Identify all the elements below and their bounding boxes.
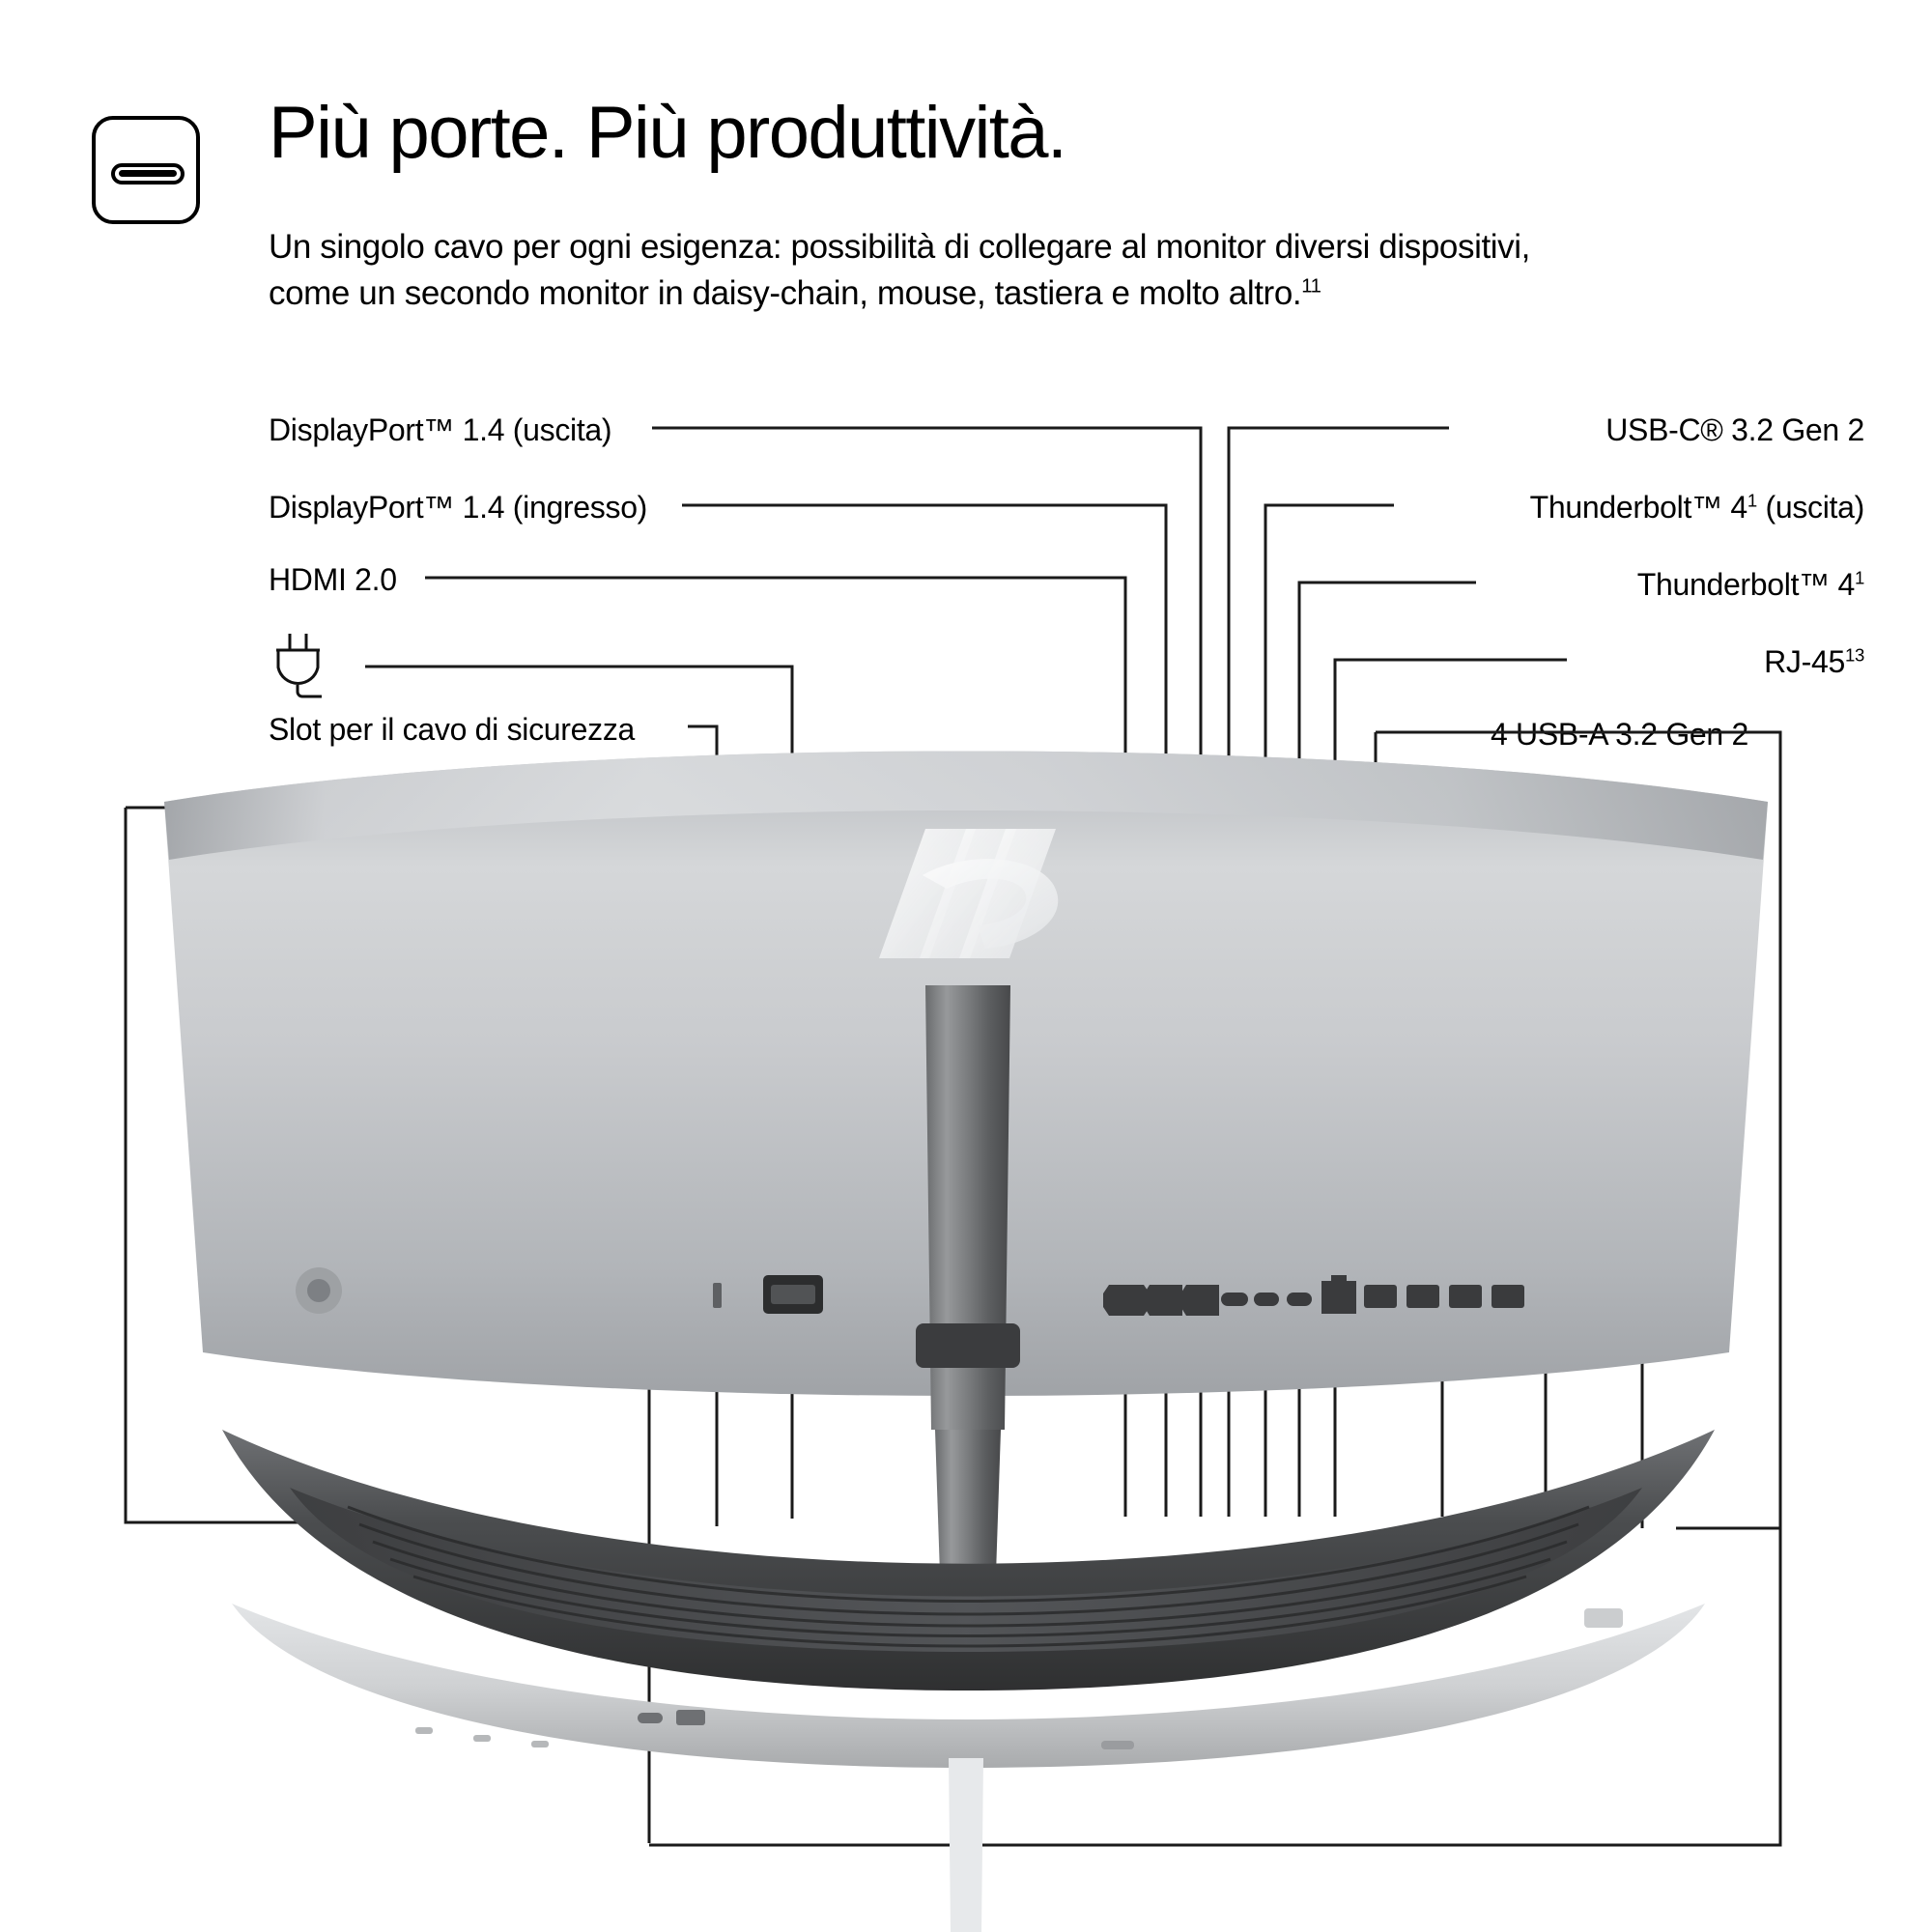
label-rj45-text: RJ-45 xyxy=(1764,644,1845,679)
label-thunderbolt-out-text: Thunderbolt™ 4 xyxy=(1529,490,1747,525)
label-displayport-in: DisplayPort™ 1.4 (ingresso) xyxy=(269,490,648,525)
label-rj45-footnote: 13 xyxy=(1844,644,1864,666)
subtitle-line-1: Un singolo cavo per ogni esigenza: possibilità di collegare al monitor diversi dispositivi, xyxy=(269,228,1530,266)
power-plug-icon xyxy=(273,633,327,702)
label-displayport-out: DisplayPort™ 1.4 (uscita) xyxy=(269,412,612,447)
subtitle-line-2: come un secondo monitor in daisy-chain, mouse, tastiera e molto altro. xyxy=(269,274,1302,312)
osd-joypad-button-center xyxy=(307,1279,330,1302)
stand-cable xyxy=(949,1758,983,1932)
usb-a-port-3 xyxy=(1449,1285,1482,1308)
label-thunderbolt-footnote: 1 xyxy=(1854,567,1864,588)
label-usb-c-gen2: USB-C® 3.2 Gen 2 xyxy=(1605,412,1864,447)
security-cable-slot xyxy=(713,1283,722,1308)
rj45-port-tab xyxy=(1331,1275,1347,1285)
usb-a-port-4 xyxy=(1492,1285,1524,1308)
base-right-detail xyxy=(1584,1608,1623,1628)
label-thunderbolt-out-suffix: (uscita) xyxy=(1756,490,1864,525)
label-thunderbolt xyxy=(1637,565,1864,604)
indicator-1 xyxy=(415,1727,433,1734)
usb-c-port-icon xyxy=(92,116,200,224)
indicator-3 xyxy=(531,1741,549,1747)
label-usb-a-x4: 4 USB-A 3.2 Gen 2 xyxy=(1490,717,1748,752)
label-security-cable-slot: Slot per il cavo di sicurezza xyxy=(269,712,636,747)
page-title: Più porte. Più produttività. xyxy=(269,92,1066,174)
label-hdmi: HDMI 2.0 xyxy=(269,562,397,597)
usb-a-port-1 xyxy=(1364,1285,1397,1308)
indicator-2 xyxy=(473,1735,491,1742)
front-usb-a-port xyxy=(676,1710,705,1725)
front-usb-c-charging-port xyxy=(638,1713,663,1723)
indicator-4 xyxy=(1101,1741,1134,1749)
monitor-rear-view xyxy=(0,734,1932,1932)
subtitle-footnote: 11 xyxy=(1301,275,1321,298)
page-subtitle xyxy=(269,224,1853,317)
cable-clip xyxy=(916,1323,1020,1368)
power-inlet-inner xyxy=(771,1285,815,1304)
thunderbolt-port xyxy=(1287,1293,1312,1306)
label-thunderbolt-out-footnote: 1 xyxy=(1747,490,1757,511)
thunderbolt-out-port xyxy=(1254,1293,1279,1306)
rj45-port xyxy=(1321,1281,1356,1314)
hdmi-port xyxy=(1103,1285,1150,1316)
displayport-out-port xyxy=(1181,1285,1219,1316)
usb-c-icon-bar xyxy=(119,170,177,177)
label-thunderbolt-out xyxy=(1530,488,1864,526)
usb-a-port-2 xyxy=(1406,1285,1439,1308)
displayport-in-port xyxy=(1145,1285,1182,1316)
label-rj45 xyxy=(1764,642,1864,681)
usb-c-gen2-port xyxy=(1221,1293,1248,1306)
label-thunderbolt-text: Thunderbolt™ 4 xyxy=(1636,567,1855,602)
